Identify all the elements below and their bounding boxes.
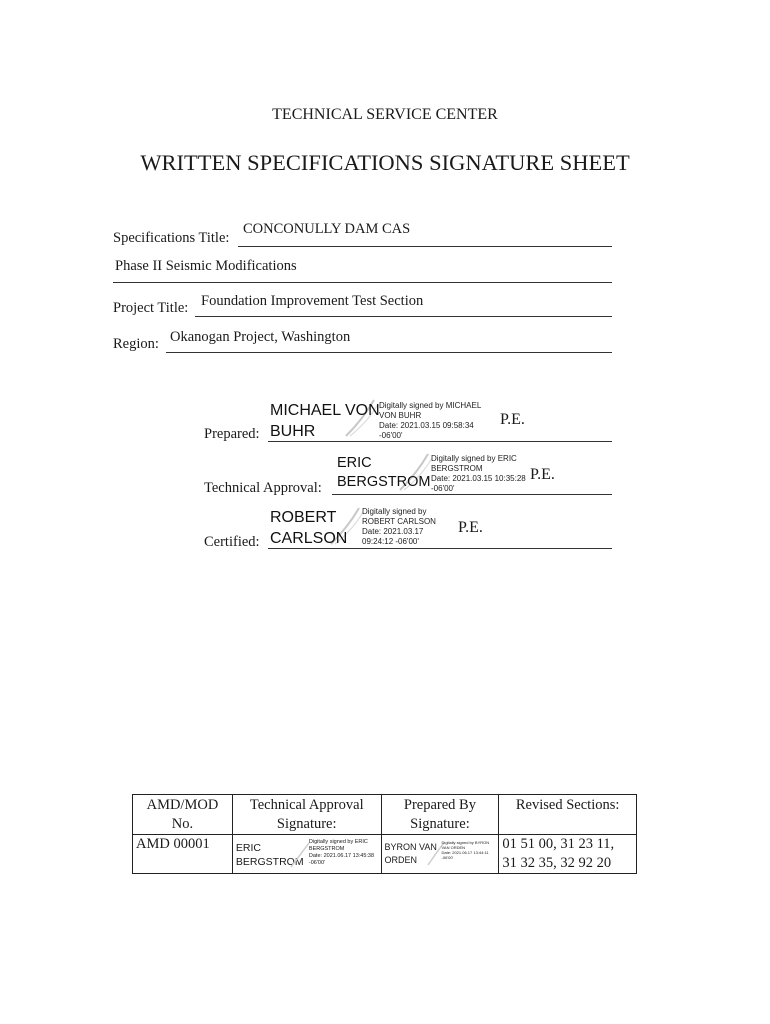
prepared-label: Prepared: — [204, 426, 260, 442]
table-row — [133, 835, 637, 874]
amd-no-header: AMD/MOD No. — [133, 795, 233, 835]
table-prep-signature-details: Digitally signed by BYRON VAN ORDEN Date: 2021.06.17 13:44:11 -06'00' — [441, 840, 490, 860]
technical-approval-label: Technical Approval: — [204, 480, 322, 496]
region-rule — [166, 352, 612, 353]
project-title-label: Project Title: — [113, 300, 189, 316]
certified-signer-name: ROBERT CARLSON — [270, 509, 348, 547]
prepared-rule — [268, 441, 612, 442]
region-label: Region: — [113, 336, 159, 352]
revised-sections-cell: 01 51 00, 31 23 11, 31 32 35, 32 92 20 — [499, 835, 637, 874]
page-title: WRITTEN SPECIFICATIONS SIGNATURE SHEET — [140, 150, 630, 175]
certified-pe-suffix: P.E. — [458, 519, 483, 536]
spec-title-line2: Phase II Seismic Modifications — [115, 258, 297, 274]
technical-approval-signature-details: Digitally signed by ERIC BERGSTROM Date: 2021.03.15 10:35:28 -06'00' — [431, 454, 526, 493]
technical-approval-rule — [332, 494, 612, 495]
table-prep-signer-name: BYRON VAN ORDEN — [384, 842, 437, 865]
certified-label: Certified: — [204, 534, 260, 550]
project-title-value: Foundation Improvement Test Section — [201, 293, 424, 309]
certified-signature-details: Digitally signed by ROBERT CARLSON Date: 2021.03.17 09:24:12 -06'00' — [362, 507, 436, 546]
technical-approval-pe-suffix: P.E. — [530, 466, 555, 483]
spec-title-label: Specifications Title: — [113, 230, 230, 246]
spec-title-value: CONCONULLY DAM CAS — [243, 221, 411, 237]
region-value: Okanogan Project, Washington — [170, 329, 351, 345]
table-tech-signature-details: Digitally signed by ERIC BERGSTROM Date: 2021.06.17 13:45:38 -06'00' — [308, 839, 375, 866]
spec-title-line2-rule — [113, 282, 612, 283]
prepared-signer-name: MICHAEL VON BUHR — [270, 402, 380, 440]
spec-title-rule — [238, 246, 612, 247]
table-header-row — [133, 795, 637, 835]
project-title-rule — [195, 316, 612, 317]
prepared-by-header: Prepared By Signature: — [381, 795, 499, 835]
certified-rule — [268, 548, 612, 549]
technical-approval-signer-name: ERIC BERGSTROM — [337, 455, 431, 490]
prepared-signature-details: Digitally signed by MICHAEL VON BUHR Date: 2021.03.15 09:58:34 -06'00' — [379, 401, 482, 440]
technical-approval-header: Technical Approval Signature: — [232, 795, 381, 835]
amd-no-cell: AMD 00001 — [133, 835, 233, 874]
prepared-by-signature-cell — [381, 835, 499, 874]
signature-swoosh-icon — [289, 841, 311, 869]
organization-heading: TECHNICAL SERVICE CENTER — [272, 106, 498, 123]
table-tech-signer-name: ERIC BERGSTROM — [235, 842, 304, 868]
amendments-table — [132, 794, 637, 874]
technical-approval-signature-cell — [232, 835, 381, 874]
revised-sections-header: Revised Sections: — [499, 795, 637, 835]
prepared-pe-suffix: P.E. — [500, 411, 525, 428]
